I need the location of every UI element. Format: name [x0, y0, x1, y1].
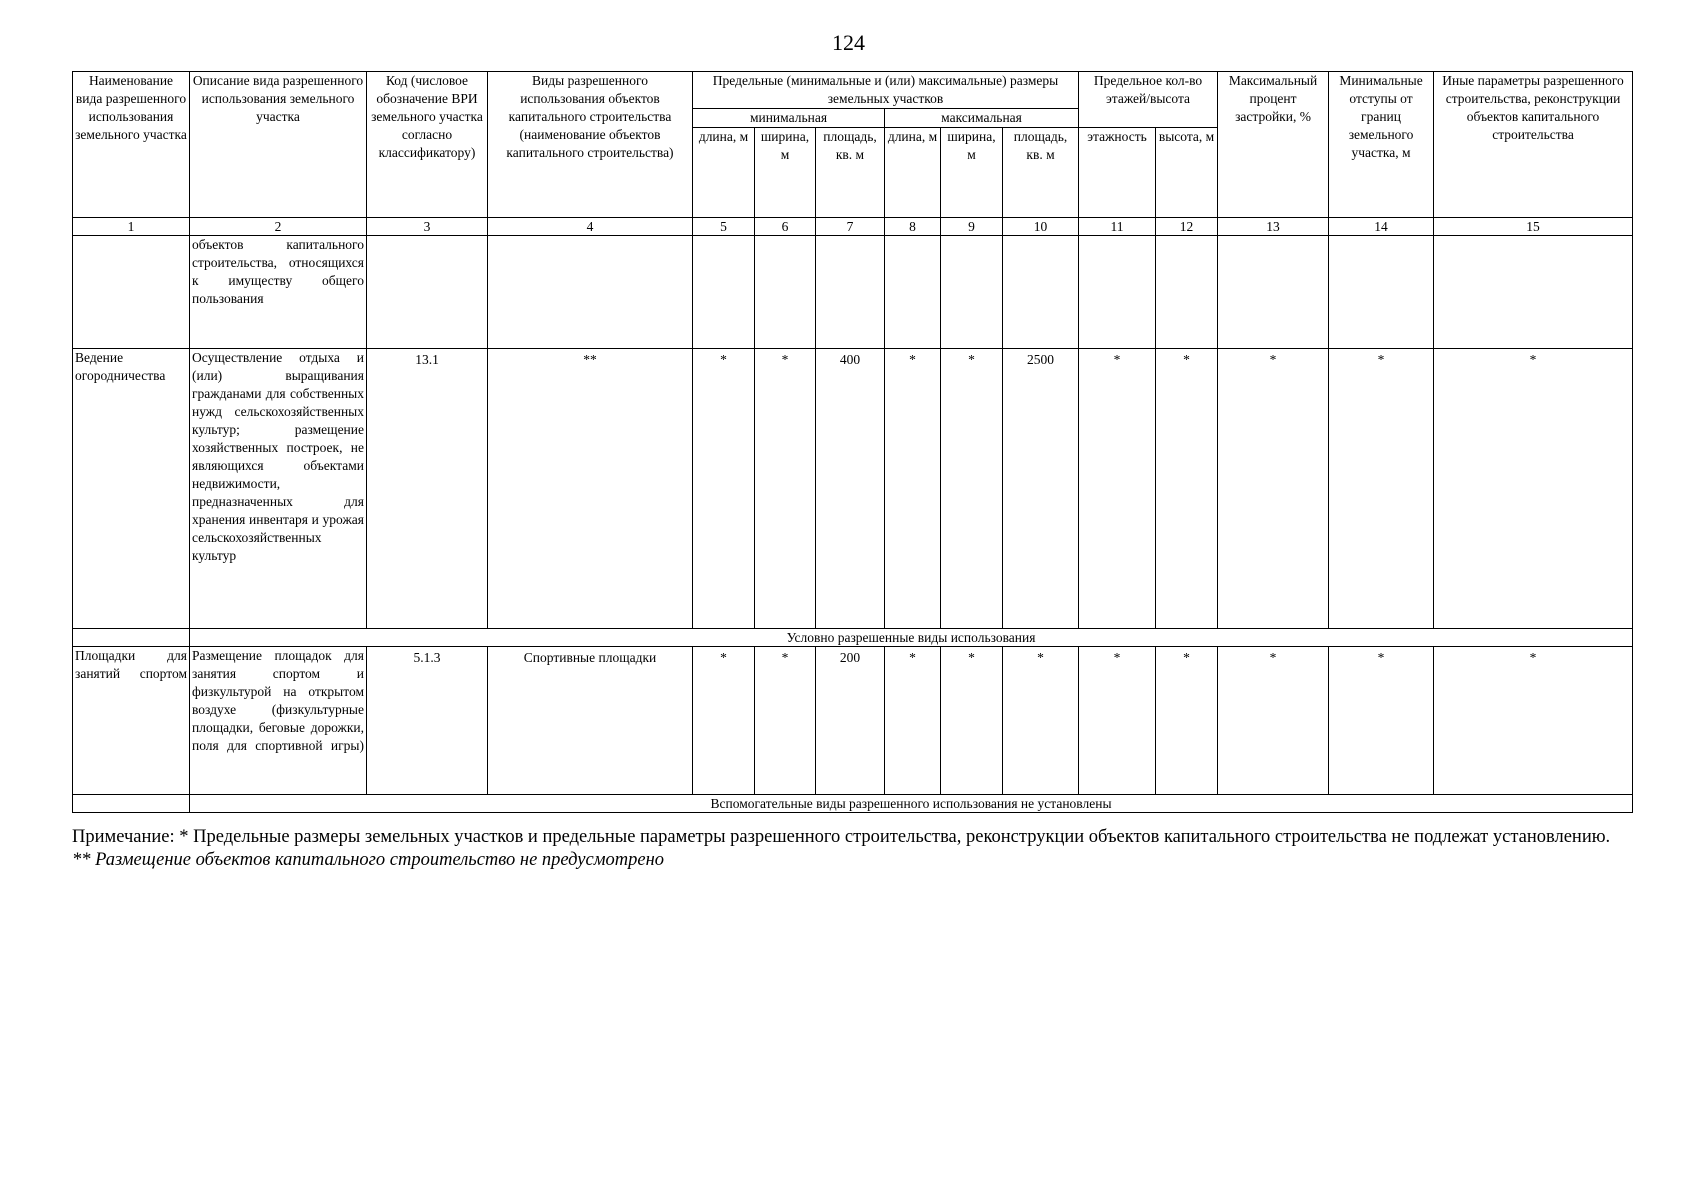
column-number: 9	[941, 218, 1003, 236]
row-value: *	[755, 349, 816, 629]
column-number: 13	[1218, 218, 1329, 236]
header-min-area: площадь, кв. м	[816, 128, 885, 218]
row-value	[1156, 236, 1218, 349]
row-oks: Спортивные площадки	[488, 647, 693, 795]
footnote-line-2: ** Размещение объектов капитального строительство не предусмотрено	[72, 850, 665, 870]
row-value: *	[1003, 647, 1079, 795]
row-value: 400	[816, 349, 885, 629]
column-number: 1	[73, 218, 190, 236]
header-col2: Описание вида разрешенного использования земельного участка	[190, 72, 367, 218]
column-number: 15	[1434, 218, 1633, 236]
row-value	[1329, 236, 1434, 349]
header-height: высота, м	[1156, 128, 1218, 218]
row-value: *	[885, 647, 941, 795]
column-number: 12	[1156, 218, 1218, 236]
header-max-length: длина, м	[885, 128, 941, 218]
section-auxiliary: Вспомогательные виды разрешенного использования не установлены	[190, 795, 1633, 813]
table-row	[73, 236, 1633, 349]
row-oks	[488, 236, 693, 349]
row-value: *	[1434, 647, 1633, 795]
row-value: *	[1218, 349, 1329, 629]
column-number: 2	[190, 218, 367, 236]
header-group-sizes: Предельные (минимальные и (или) максимальные) размеры земельных участков	[693, 72, 1079, 109]
row-value: 200	[816, 647, 885, 795]
column-number: 4	[488, 218, 693, 236]
row-value: *	[1329, 349, 1434, 629]
row-value	[941, 236, 1003, 349]
row-value	[1003, 236, 1079, 349]
row-value: *	[885, 349, 941, 629]
row-value	[1434, 236, 1633, 349]
column-number: 11	[1079, 218, 1156, 236]
footnote-line-1: Примечание: * Предельные размеры земельных участков и предельные параметры разрешенного строительства, реконструкции объектов капитального строительства не подлежат установлению.	[72, 827, 1611, 847]
row-value: *	[693, 349, 755, 629]
header-min-length: длина, м	[693, 128, 755, 218]
header-max-width: ширина, м	[941, 128, 1003, 218]
footnote	[72, 826, 1632, 872]
row-value	[693, 236, 755, 349]
row-value: *	[1079, 647, 1156, 795]
column-number: 6	[755, 218, 816, 236]
header-col14: Минимальные отступы от границ земельного участка, м	[1329, 72, 1434, 218]
row-value: 2500	[1003, 349, 1079, 629]
column-number: 8	[885, 218, 941, 236]
row-value: *	[1434, 349, 1633, 629]
header-group-max: максимальная	[885, 109, 1079, 128]
row-value: *	[693, 647, 755, 795]
header-col1: Наименование вида разрешенного использования земельного участка	[73, 72, 190, 218]
row-code	[367, 236, 488, 349]
row-name	[73, 236, 190, 349]
row-name: Ведение огородничества	[73, 349, 190, 629]
column-number: 10	[1003, 218, 1079, 236]
section-blank-cell	[73, 795, 190, 813]
row-name: Площадки для занятий спортом	[73, 647, 190, 795]
header-col15: Иные параметры разрешенного строительства, реконструкции объектов капитального строительства	[1434, 72, 1633, 218]
header-col4: Виды разрешенного использования объектов капитального строительства (наименование объектов капитального строительства)	[488, 72, 693, 218]
row-value	[1218, 236, 1329, 349]
row-description: Размещение площадок для занятия спортом и физкультурой на открытом воздухе (физкультурные площадки, беговые дорожки, поля для спортивной игры)	[190, 647, 367, 795]
header-floors: этажность	[1079, 128, 1156, 218]
row-description: объектов капитального строительства, относящихся к имуществу общего пользования	[190, 236, 367, 349]
row-value: *	[1329, 647, 1434, 795]
table-row	[73, 647, 1633, 795]
column-number: 5	[693, 218, 755, 236]
header-group-floors: Предельное кол-во этажей/высота	[1079, 72, 1218, 128]
header-group-min: минимальная	[693, 109, 885, 128]
row-value	[885, 236, 941, 349]
row-value: *	[1218, 647, 1329, 795]
header-min-width: ширина, м	[755, 128, 816, 218]
row-value	[755, 236, 816, 349]
page-number: 124	[832, 30, 865, 55]
row-code: 13.1	[367, 349, 488, 629]
header-col13: Максимальный процент застройки, %	[1218, 72, 1329, 218]
column-number: 7	[816, 218, 885, 236]
row-value	[816, 236, 885, 349]
row-description: Осуществление отдыха и (или) выращивания гражданами для собственных нужд сельскохозяйственных культур; размещение хозяйственных построек, не являющихся объектами недвижимости, предназначенных для хранения инвентаря и урожая сельскохозяйственных культур	[190, 349, 367, 629]
column-number: 3	[367, 218, 488, 236]
row-value: *	[755, 647, 816, 795]
row-value: *	[941, 349, 1003, 629]
row-value: *	[1156, 349, 1218, 629]
row-value: *	[1156, 647, 1218, 795]
header-max-area: площадь, кв. м	[1003, 128, 1079, 218]
header-col3: Код (числовое обозначение ВРИ земельного участка согласно классификатору)	[367, 72, 488, 218]
row-value: *	[941, 647, 1003, 795]
section-conditional: Условно разрешенные виды использования	[190, 629, 1633, 647]
row-code: 5.1.3	[367, 647, 488, 795]
row-oks: **	[488, 349, 693, 629]
land-use-table	[72, 71, 1633, 813]
column-number: 14	[1329, 218, 1434, 236]
section-blank-cell	[73, 629, 190, 647]
row-value: *	[1079, 349, 1156, 629]
table-row	[73, 349, 1633, 629]
row-value	[1079, 236, 1156, 349]
